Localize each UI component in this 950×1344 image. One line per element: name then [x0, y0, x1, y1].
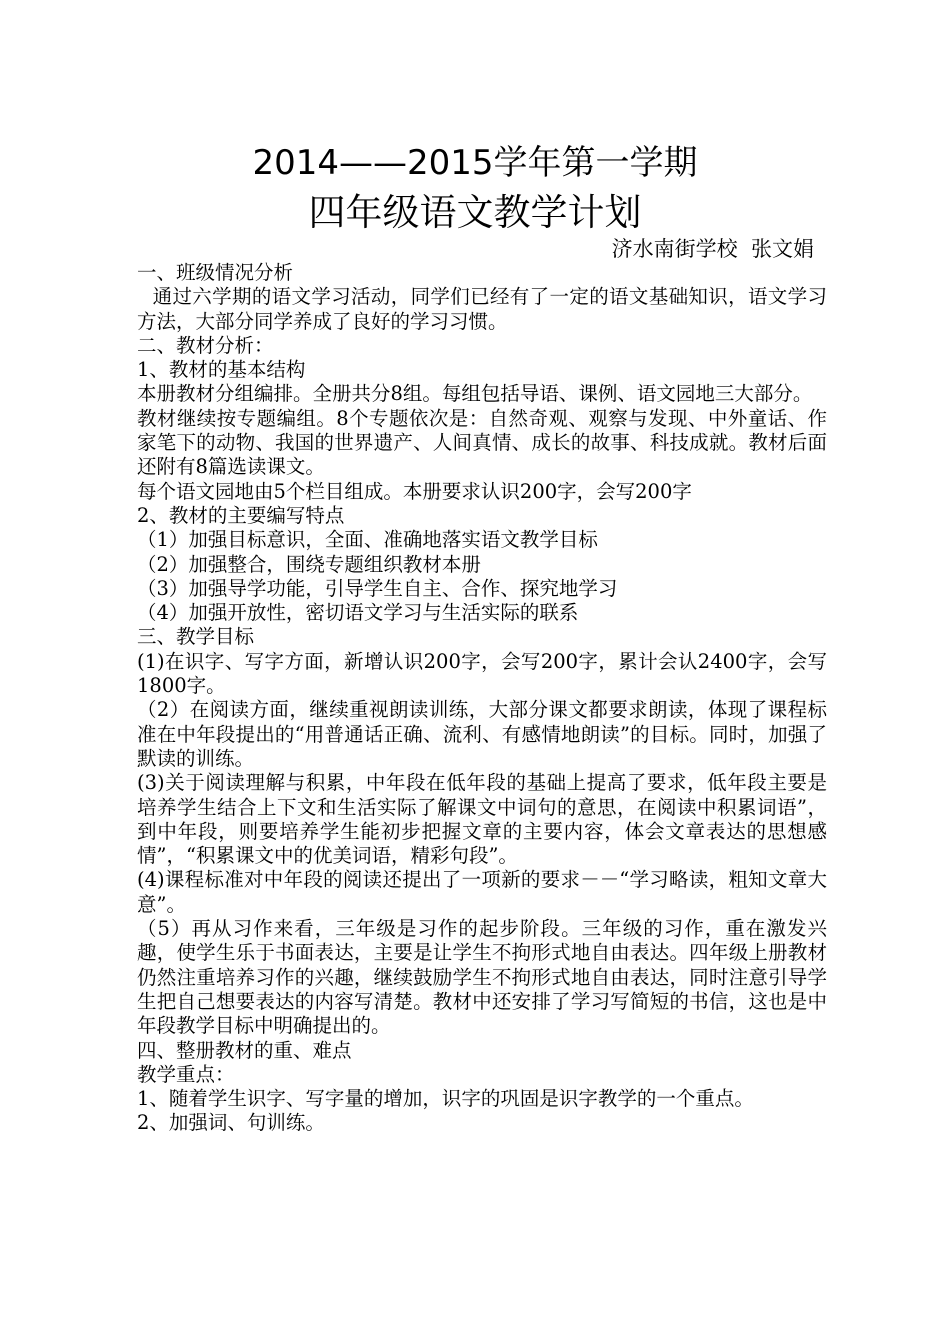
section-heading-teaching-goals: 三、教学目标 — [137, 625, 255, 649]
list-item-feature-3: （3）加强导学功能，引导学生自主、合作、探究地学习 — [137, 576, 618, 600]
list-item-focus-1: 1、随着学生识字、写字量的增加，识字的巩固是识字教学的一个重点。 — [137, 1087, 754, 1111]
paragraph-class-analysis: 通过六学期的语文学习活动，同学们已经有了一定的语文基础知识，语文学习方法，大部分同学养成了良好的学习习惯。 — [137, 285, 827, 333]
paragraph-goal-3: (3)关于阅读理解与积累，中年段在低年段的基础上提高了要求，低年段主要是培养学生结合上下文和生活实际了解课文中词句的意思，在阅读中积累词语”，到中年段，则要培养学生能初步把握文章的主要内容，体会文章表达的思想感情”，“积累课文中的优美词语，精彩句段”。 — [137, 771, 827, 868]
paragraph-topics: 教材继续按专题编组。8个专题依次是：自然奇观、观察与发现、中外童话、作家笔下的动物、我国的世界遗产、人间真情、成长的故事、科技成就。教材后面还附有8篇选读课文。 — [137, 406, 827, 479]
paragraph-grouping: 本册教材分组编排。全册共分8组。每组包括导语、课例、语文园地三大部分。 — [137, 382, 813, 406]
list-item-feature-2: （2）加强整合，围绕专题组织教材本册 — [137, 552, 481, 576]
subheading-basic-structure: 1、教材的基本结构 — [137, 358, 306, 382]
subheading-teaching-focus: 教学重点： — [137, 1062, 235, 1086]
list-item-feature-1: （1）加强目标意识，全面、准确地落实语文教学目标 — [137, 528, 598, 552]
section-heading-key-points: 四、整册教材的重、难点 — [137, 1038, 352, 1062]
section-heading-class-analysis: 一、班级情况分析 — [137, 261, 294, 284]
document-title-line2: 四年级语文教学计划 — [308, 191, 642, 234]
subheading-main-features: 2、教材的主要编写特点 — [137, 503, 345, 527]
author-line: 济水南街学校 张文娟 — [611, 237, 814, 261]
document-body — [137, 261, 827, 1136]
paragraph-language-garden: 每个语文园地由5个栏目组成。本册要求认识200字，会写200字 — [137, 479, 692, 503]
section-heading-material-analysis: 二、教材分析： — [137, 333, 274, 357]
list-item-focus-2: 2、加强词、句训练。 — [137, 1111, 325, 1135]
list-item-feature-4: （4）加强开放性，密切语文学习与生活实际的联系 — [137, 601, 579, 625]
paragraph-goal-2: （2）在阅读方面，继续重视朗读训练，大部分课文都要求朗读，体现了课程标准在中年段提出的“用普通话正确、流利、有感情地朗读”的目标。同时，加强了默读的训练。 — [137, 698, 827, 770]
paragraph-goal-1: (1)在识字、写字方面，新增认识200字，会写200字，累计会认2400字，会写1800字。 — [137, 649, 827, 698]
document-title-line1: 2014——2015学年第一学期 — [252, 143, 698, 183]
paragraph-goal-5: （5）再从习作来看，三年级是习作的起步阶段。三年级的习作，重在激发兴趣，使学生乐于书面表达，主要是让学生不拘形式地自由表达。四年级上册教材仍然注重培养习作的兴趣，继续鼓励学生不拘形式地自由表达，同时注意引导学生把自己想要表达的内容写清楚。教材中还安排了学习写简短的书信，这也是中年段教学目标中明确提出的。 — [137, 917, 827, 1038]
paragraph-goal-4: (4)课程标准对中年段的阅读还提出了一项新的要求－－“学习略读，粗知文章大意”。 — [137, 868, 827, 916]
